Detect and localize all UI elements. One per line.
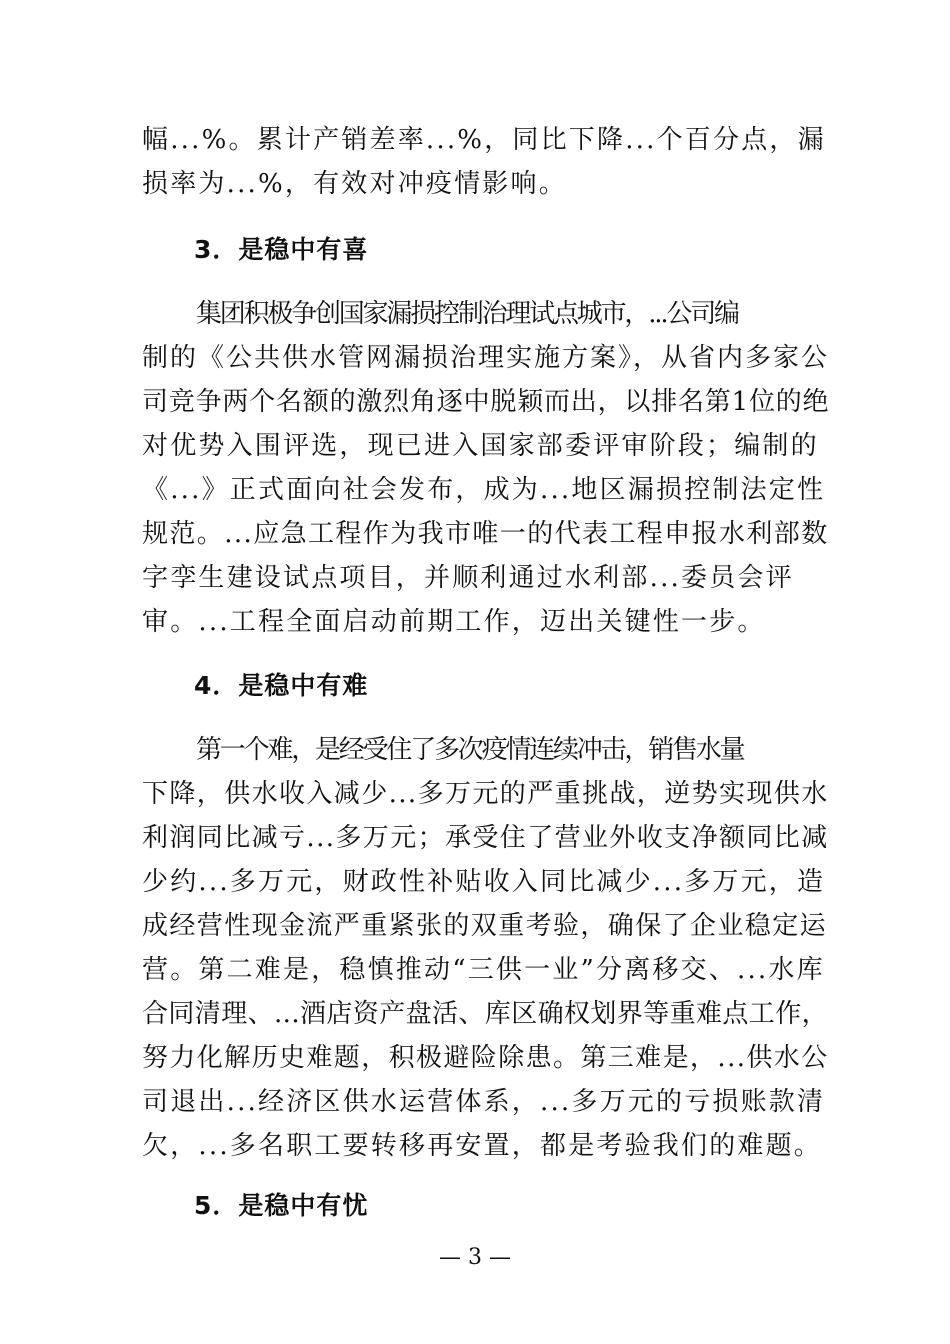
paragraph-line: 司退出...经济区供水运营体系，...多万元的亏损账款清 bbox=[142, 1087, 826, 1117]
paragraph-line: 少约...多万元，财政性补贴收入同比减少...多万元，造 bbox=[142, 867, 826, 897]
paragraph-line: 成经营性现金流严重紧张的双重考验，确保了企业稳定运 bbox=[142, 911, 828, 941]
paragraph-line: 制的《公共供水管网漏损治理实施方案》，从省内多家公 bbox=[142, 343, 830, 373]
paragraph-line: 幅...%。累计产销差率...%，同比下降...个百分点，漏 bbox=[142, 125, 826, 155]
paragraph-line: 努力化解历史难题，积极避险除患。第三难是，...供水公 bbox=[142, 1043, 829, 1073]
paragraph-line: 规范。...应急工程作为我市唯一的代表工程申报水利部数 bbox=[142, 519, 829, 549]
paragraph-line: 第一个难，是经受住了多次疫情连续冲击，销售水量 bbox=[196, 735, 744, 765]
paragraph-line: 利润同比减亏...多万元；承受住了营业外收支净额同比减 bbox=[142, 823, 829, 853]
paragraph-line: 下降，供水收入减少...多万元的严重挑战，逆势实现供水 bbox=[142, 779, 829, 809]
paragraph-line: 营。第二难是，稳慎推动“三供一业”分离移交、...水库 bbox=[142, 955, 825, 985]
paragraph-line: 字孪生建设试点项目，并顺利通过水利部...委员会评 bbox=[142, 563, 794, 593]
paragraph-line: 集团积极争创国家漏损控制治理试点城市，...公司编 bbox=[196, 299, 738, 329]
paragraph-line: 对优势入围评选，现已进入国家部委评审阶段；编制的 bbox=[142, 431, 819, 461]
section-heading: 5．是稳中有忧 bbox=[194, 1191, 369, 1220]
paragraph-line: 损率为...%，有效对冲疫情影响。 bbox=[142, 169, 567, 199]
paragraph-line: 合同清理、...酒店资产盘活、库区确权划界等重难点工作， bbox=[142, 999, 828, 1029]
paragraph-line: 司竞争两个名额的激烈角逐中脱颖而出，以排名第1位的绝 bbox=[142, 387, 830, 417]
page-number: — 3 — bbox=[439, 1245, 511, 1270]
paragraph-line: 欠，...多名职工要转移再安置，都是考验我们的难题。 bbox=[142, 1131, 822, 1161]
section-heading: 3．是稳中有喜 bbox=[194, 235, 369, 264]
section-heading: 4．是稳中有难 bbox=[194, 671, 369, 700]
paragraph-line: 审。...工程全面启动前期工作，迈出关键性一步。 bbox=[142, 607, 766, 637]
paragraph-line: 《...》正式面向社会发布，成为...地区漏损控制法定性 bbox=[142, 475, 826, 505]
